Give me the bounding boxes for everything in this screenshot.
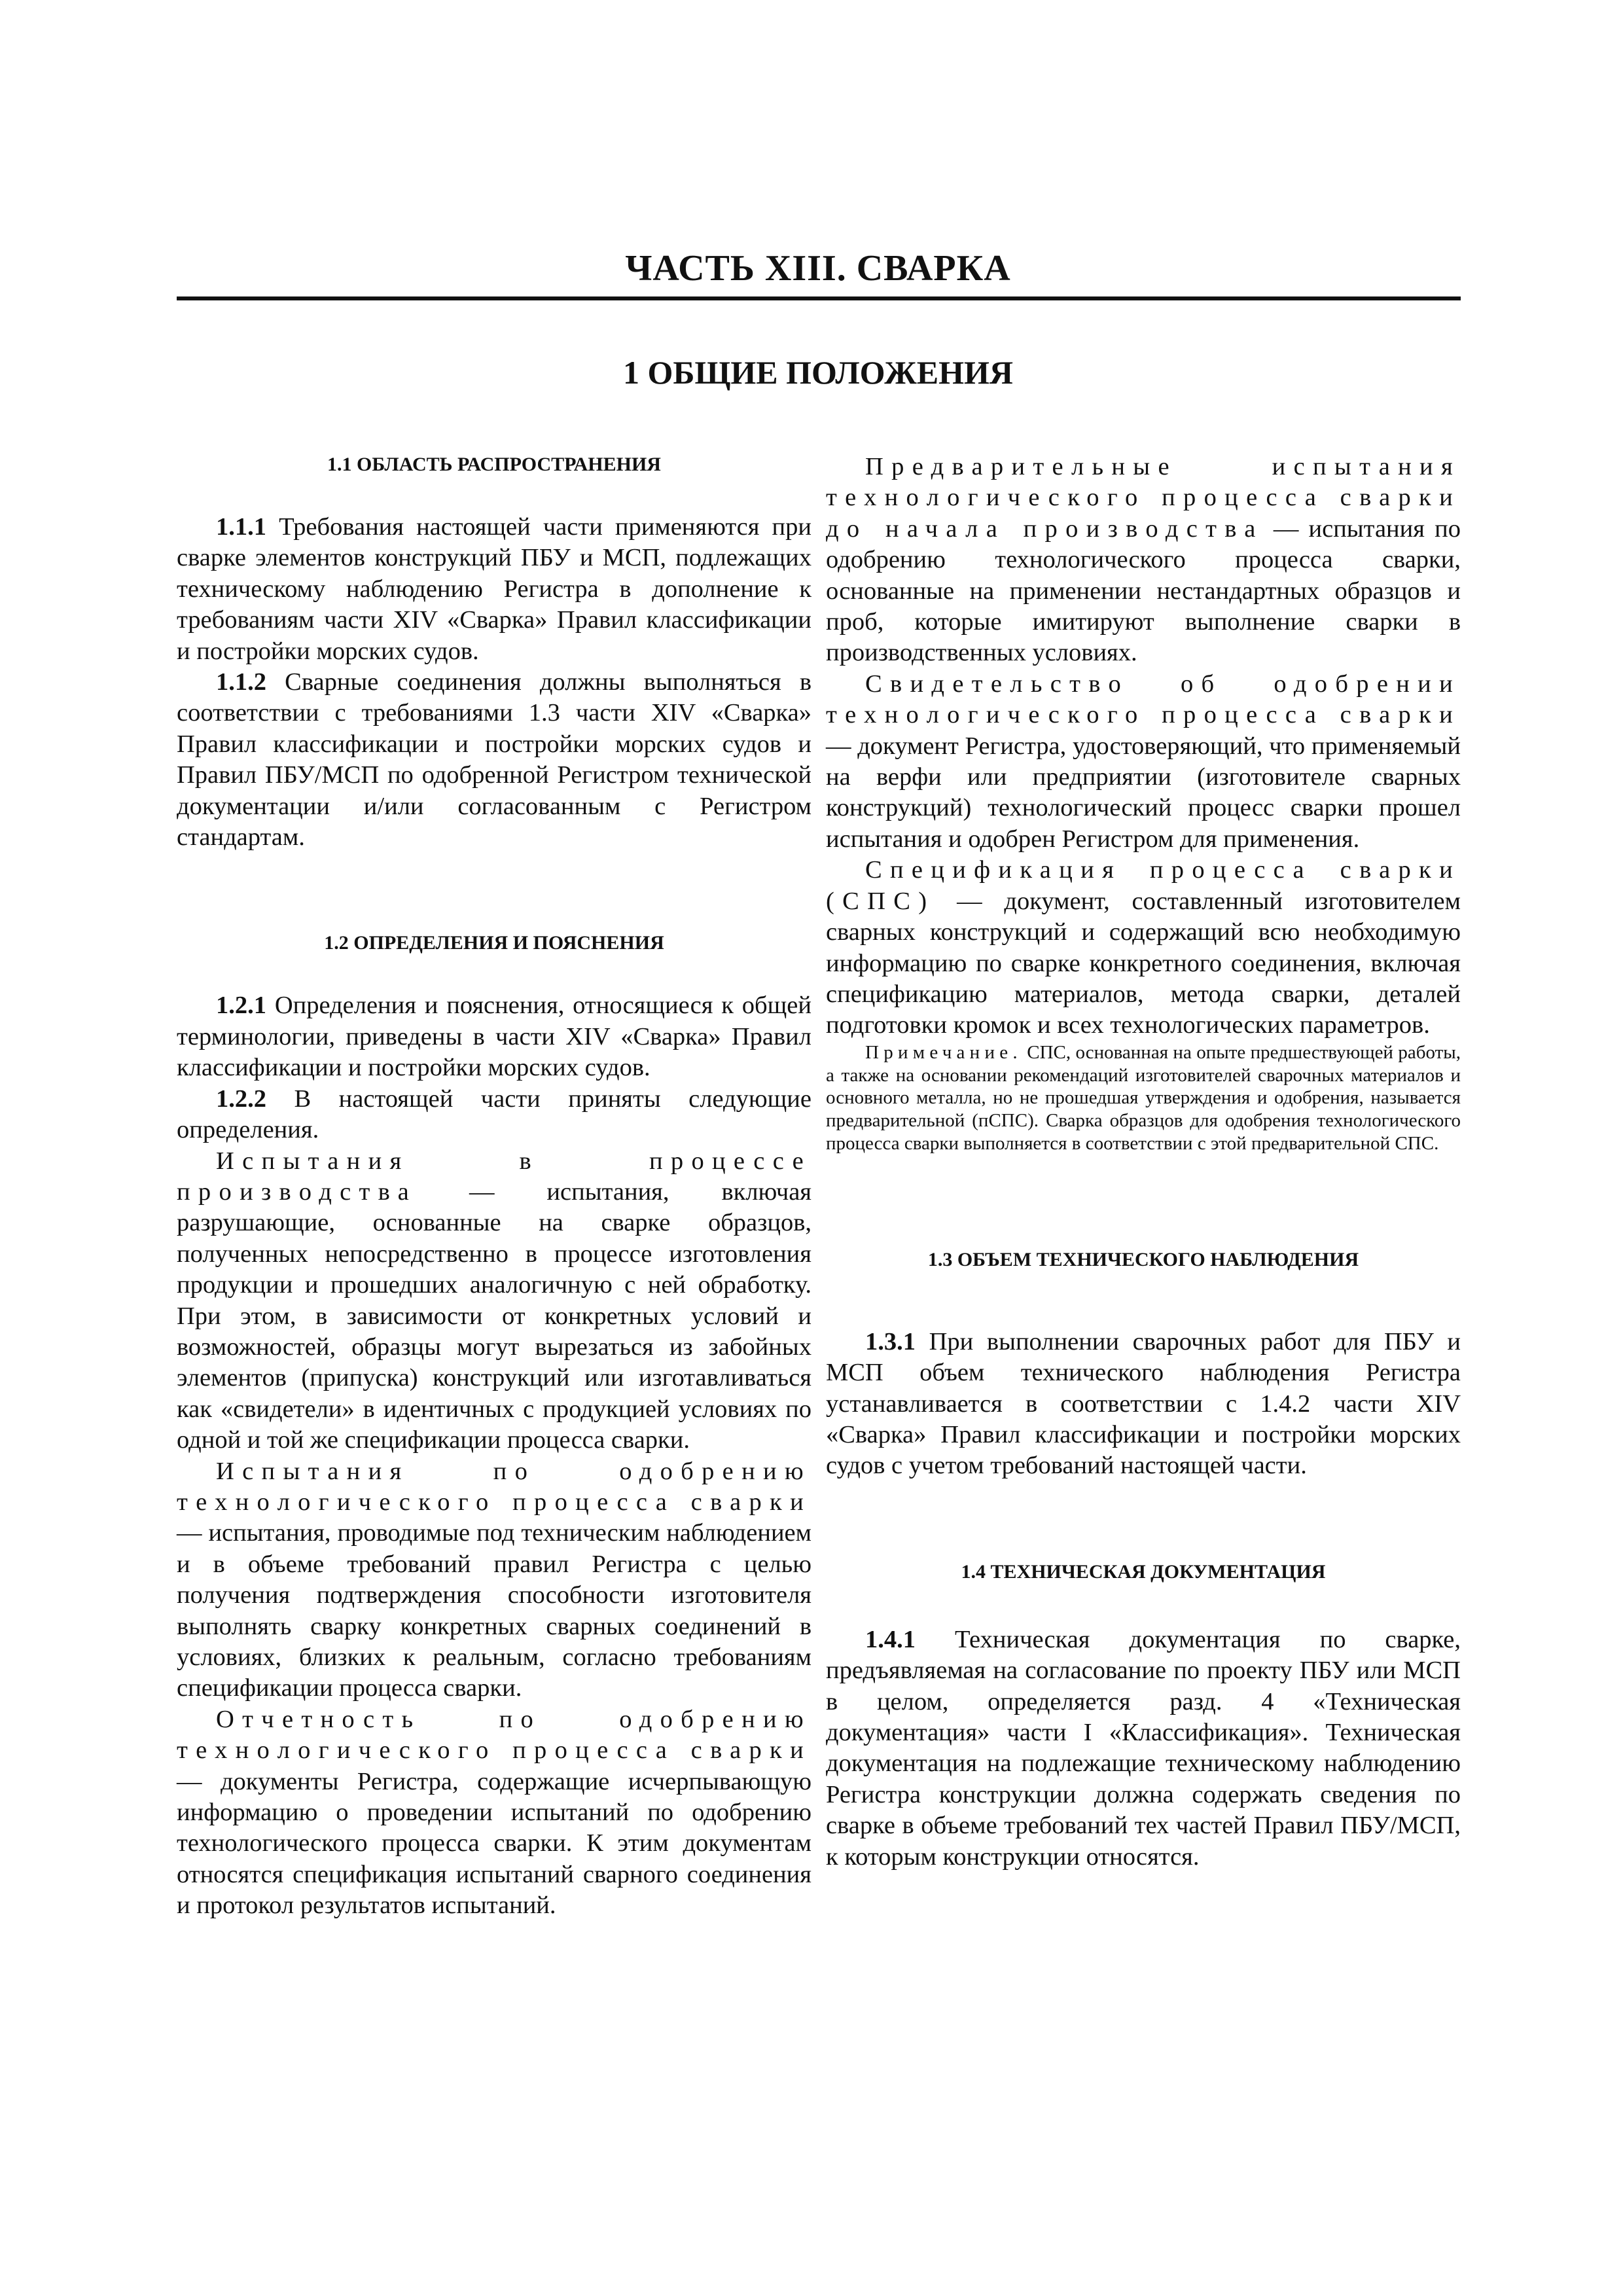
note-label: Примечание.: [865, 1041, 1022, 1063]
definition-wps: [826, 855, 1461, 1041]
definition-text: — испытания по одобрению технологического процесса сварки, основанные на применении нестандартных образцов и проб, которые имитируют выполнение сварки в производственных условиях.: [826, 514, 1461, 667]
note-text: СПС, основанная на опыте предшествующей работы, а также на основании рекомендаций изготовителей сварочных материалов и основного металла, но не прошедшая утверждения и одобрения, называется предварительной (пСПС). Сварка образцов для одобрения технологического процесса сварки выполняется в соответствии с этой предварительной СПС.: [826, 1041, 1461, 1154]
right-column: [826, 452, 1461, 1873]
clause-number: 1.3.1: [865, 1327, 916, 1355]
definition-term: Испытания по одобрению технологического процесса сварки: [177, 1457, 812, 1516]
definition-term: Предварительные испытания технологического процесса сварки до начала производства: [826, 453, 1461, 543]
clause-text: В настоящей части приняты следующие определения.: [177, 1085, 812, 1144]
paragraph-1-1-1: [177, 512, 812, 667]
paragraph-1-2-1: [177, 990, 812, 1083]
definition-term: Спецификация процесса сварки (СПС): [826, 856, 1461, 915]
paragraph-1-4-1: [826, 1624, 1461, 1873]
definition-approval-tests: [177, 1456, 812, 1704]
chapter-title: 1 ОБЩИЕ ПОЛОЖЕНИЯ: [623, 354, 1013, 391]
clause-number: 1.2.2: [216, 1085, 266, 1113]
definition-term: Свидетельство об одобрении технологического процесса сварки: [826, 670, 1461, 729]
clause-text: При выполнении сварочных работ для ПБУ и МСП объем технического наблюдения Регистра устанавливается в соответствии с 1.4.2 части XIV «Сварка» Правил классификации и постройки морских судов с учетом требований настоящей части.: [826, 1327, 1461, 1480]
clause-text: Требования настоящей части применяются при сварке элементов конструкций ПБУ и МСП, подлежащих техническому наблюдению Регистра в дополнение к требованиям части XIV «Сварка» Правил классификации и постройки морских судов.: [177, 513, 812, 665]
definition-preliminary-tests: [826, 452, 1461, 669]
definition-text: — испытания, проводимые под техническим наблюдением и в объеме требований правил Регистра с целью получения подтверждения способности изготовителя выполнять сварку конкретных сварных соединений в условиях, близких к реальным, согласно требованиям спецификации процесса сварки.: [177, 1519, 812, 1702]
clause-text: Сварные соединения должны выполняться в соответствии с требованиями 1.3 части XIV «Сварка» Правил классификации и постройки морских судов и Правил ПБУ/МСП по одобренной Регистром технической документации и/или согласованным с Регистром стандартам.: [177, 668, 812, 852]
clause-number: 1.1.2: [216, 668, 266, 696]
note: [826, 1041, 1461, 1155]
definition-term: Отчетность по одобрению технологического процесса сварки: [177, 1705, 812, 1765]
clause-number: 1.1.1: [216, 513, 266, 541]
paragraph-1-1-2: [177, 667, 812, 853]
paragraph-1-3-1: [826, 1327, 1461, 1482]
definition-text: — испытания, включая разрушающие, основанные на сварке образцов, полученных непосредственно в процессе изготовления продукции и прошедших аналогичную с ней обработку. При этом, в зависимости от конкретных условий и возможностей, образцы могут вырезаться из забойных элементов (припуска) конструкций или изготавливаться как «свидетели» в идентичных с продукцией условиях по одной и той же спецификации процесса сварки.: [177, 1177, 812, 1454]
definition-text: — документ Регистра, удостоверяющий, что применяемый на верфи или предприятии (изготовителе сварных конструкций) технологический процесс сварки прошел испытания и одобрен Регистром для применения.: [826, 732, 1461, 853]
title-rule: [177, 296, 1461, 300]
clause-text: Определения и пояснения, относящиеся к общей терминологии, приведены в части XIV «Сварка» Правил классификации и постройки морских судов.: [177, 992, 812, 1082]
section-heading-1-1: 1.1 ОБЛАСТЬ РАСПРОСТРАНЕНИЯ: [327, 454, 661, 475]
clause-text: Техническая документация по сварке, предъявляемая на согласование по проекту ПБУ или МСП в целом, определяется разд. 4 «Техническая документация» части I «Классификация». Техническая документация на подлежащие техническому наблюдению Регистра конструкции должна содержать сведения по сварке в объеме требований тех частей Правил ПБУ/МСП, к которым конструкции относятся.: [826, 1625, 1461, 1871]
clause-number: 1.4.1: [865, 1625, 916, 1653]
section-heading-1-4: 1.4 ТЕХНИЧЕСКАЯ ДОКУМЕНТАЦИЯ: [961, 1560, 1326, 1583]
clause-number: 1.2.1: [216, 992, 266, 1020]
definition-approval-reports: [177, 1704, 812, 1922]
left-column: [177, 452, 812, 1922]
definition-text: — документ, составленный изготовителем сварных конструкций и содержащий всю необходимую информацию по сварке конкретного соединения, включая спецификацию материалов, метода сварки, деталей подготовки кромок и всех технологических параметров.: [826, 887, 1461, 1039]
definition-approval-certificate: [826, 669, 1461, 855]
section-heading-1-3: 1.3 ОБЪЕМ ТЕХНИЧЕСКОГО НАБЛЮДЕНИЯ: [927, 1248, 1359, 1270]
definition-term: Испытания в процессе производства: [177, 1147, 812, 1206]
part-title: ЧАСТЬ XIII. СВАРКА: [625, 248, 1011, 289]
definition-text: — документы Регистра, содержащие исчерпывающую информацию о проведении испытаний по одобрению технологического процесса сварки. К этим документам относятся спецификация испытаний сварного соединения и протокол результатов испытаний.: [177, 1767, 812, 1920]
paragraph-1-2-2: [177, 1084, 812, 1146]
section-heading-1-2: 1.2 ОПРЕДЕЛЕНИЯ И ПОЯСНЕНИЯ: [324, 932, 664, 954]
definition-production-tests: [177, 1146, 812, 1456]
